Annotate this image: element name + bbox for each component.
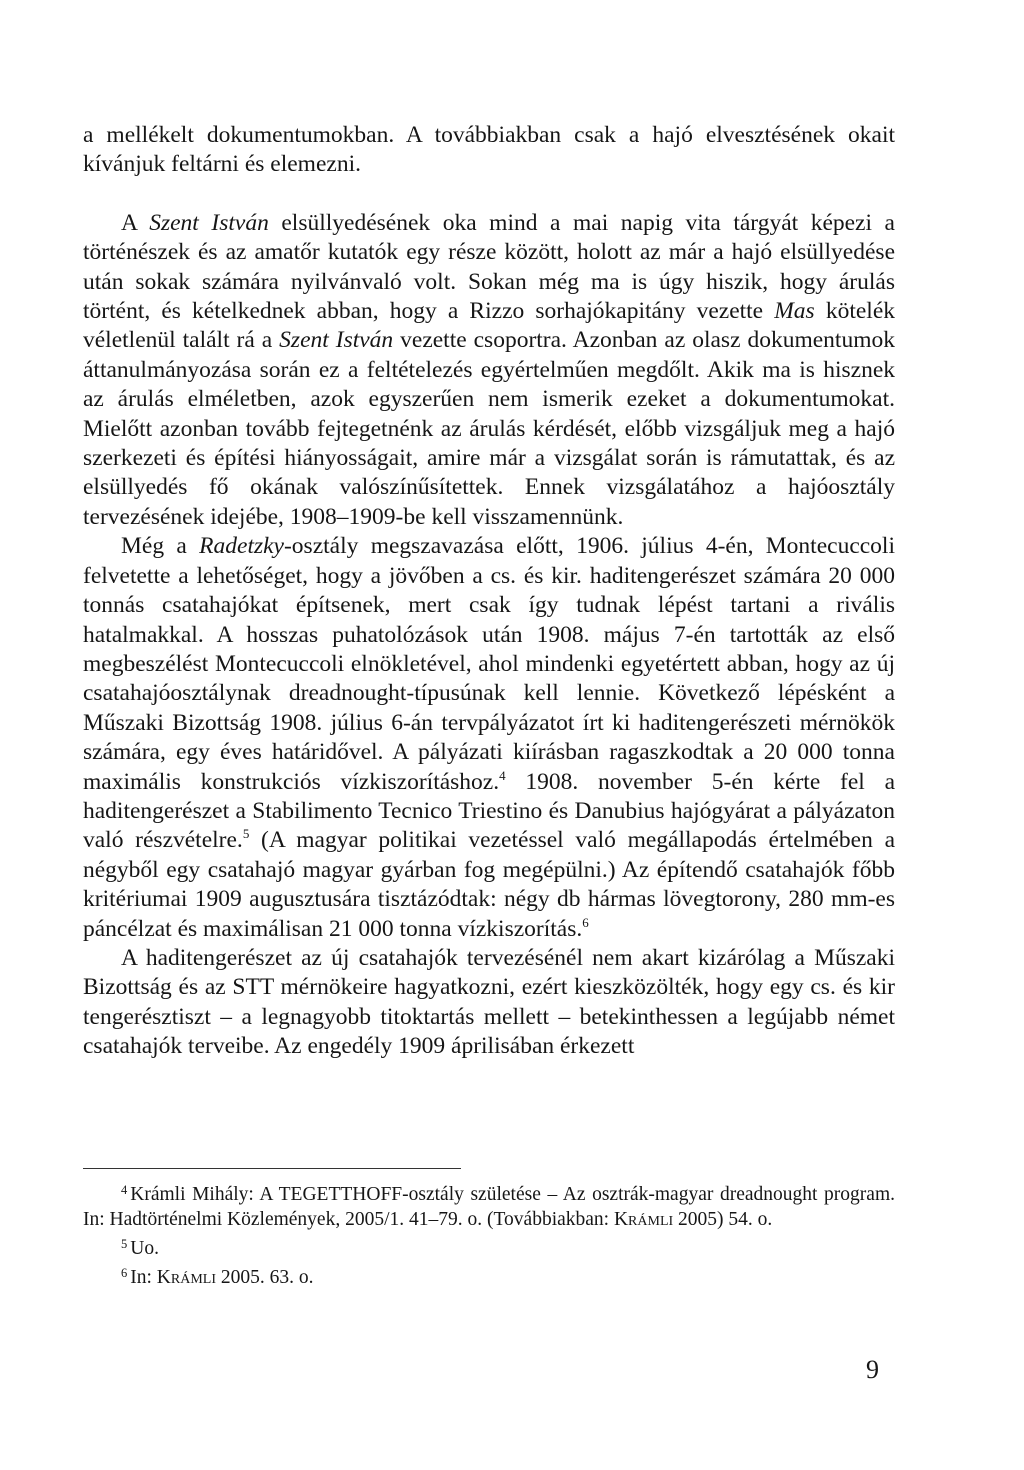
paragraph-continuation: a mellékelt dokumentumokban. A továbbiakban csak a hajó elvesztésének okait kívánjuk feltárni és elemezni. xyxy=(83,122,895,178)
footnote-4: $^4$ Krámli Mihály: A TEGETTHOFF-osztály születése – Az osztrák-magyar dreadnought program. In: Hadtörténelmi Közlemények, 2005/1. 41–79. o. (Továbbiakban: Krámli 2005) 54. o. xyxy=(83,1183,895,1230)
footnote-5: $^5$ Uo. xyxy=(121,1237,159,1259)
footnote-ref: 6 xyxy=(582,914,589,930)
footnote-6: $^6$ In: Krámli 2005. 63. o. xyxy=(121,1266,314,1288)
page-number: 9 xyxy=(866,1355,879,1384)
footnotes xyxy=(83,1178,895,1290)
footnote-divider xyxy=(83,1168,461,1169)
paragraph-radetzky: Még a Radetzky-osztály megszavazása előtt, 1906. július 4-én, Montecuccoli felvetette a lehetőséget, hogy a jövőben a cs. és kir. haditengerészet számára 20 000 tonnás csatahajókat építsenek, mert csak így tudnak lépést tartani a rivális hatalmakkal. A hosszas puhatolózások után 1908. május 7-én tartották az első megbeszélést Montecuccoli elnökletével, ahol mindenki egyetértett abban, hogy az új csatahajóosztálynak dreadnought-típusúnak kell lennie. Következő lépésként a Műszaki Bizottság 1908. július 6-án tervpályázatot írt ki haditengerészeti mérnökök számára, egy éves határidővel. A pályázati kiírásban ragaszkodtak a 20 000 tonna maximális konstrukciós vízkiszorításhoz.$^4$ 1908. november 5-én kérte fel a haditengerészet a Stabilimento Tecnico Triestino és Danubius hajógyárat a pályázaton való részvételre.$^5$ (A magyar politikai vezetéssel való megállapodás értelmében a négyből egy csatahajó magyar gyárban fog megépülni.) Az építendő csatahajók főbb kritériumai 1909 augusztusára tisztázódtak: négy db hármas lövegtorony, 280 mm-es páncélzat és maximálisan 21 000 tonna vízkiszorítás.$^6$ xyxy=(83,533,895,942)
ship-name-italic: Szent István xyxy=(279,327,394,354)
paragraph-szent-istvan: A Szent István elsüllyedésének oka mind a mai napig vita tárgyát képezi a történészek és az amatőr kutatók egy része között, holott az már a hajó elsüllyedése után sokak számára nyilvánvaló volt. Sokan még ma is úgy hiszik, hogy árulás történt, és kételkednek abban, hogy a Rizzo sorhajókapitány vezette Mas kötelék véletlenül talált rá a Szent István vezette csoportra. Azonban az olasz dokumentumok áttanulmányozása során ez a feltételezés egyértelműen megdőlt. Akik ma is hisznek az árulás elméletben, azok egyszerűen nem ismerik ezeket a dokumentumokat. Mielőtt azonban tovább fejtegetnénk az árulás kérdését, előbb vizsgáljuk meg a hajó szerkezeti és építési hiányosságait, amire már a vizsgálat során is rámutattak, és az elsüllyedés fő okának valószínűsítettek. Ennek vizsgálatához a hajóosztály tervezésének idejébe, 1908–1909-be kell visszamennünk. xyxy=(83,209,896,530)
ship-name-italic: Mas xyxy=(774,298,815,325)
class-name-italic: Radetzky xyxy=(199,533,284,560)
footnote-ref: 5 xyxy=(242,826,250,842)
ship-name-italic: Szent István xyxy=(149,209,269,236)
footnote-ref: 4 xyxy=(499,767,506,783)
paragraph-haditengereszet: A haditengerészet az új csatahajók tervezésénél nem akart kizárólag a Műszaki Bizottság és az STT mérnökeire hagyatkozni, ezért kieszközölték, hogy egy cs. és kir tengerésztiszt – a legnagyobb titoktartás mellett – betekinthessen a legújabb német csatahajók terveibe. Az engedély 1909 áprilisában érkezett xyxy=(83,944,895,1060)
body-text xyxy=(83,121,895,1062)
